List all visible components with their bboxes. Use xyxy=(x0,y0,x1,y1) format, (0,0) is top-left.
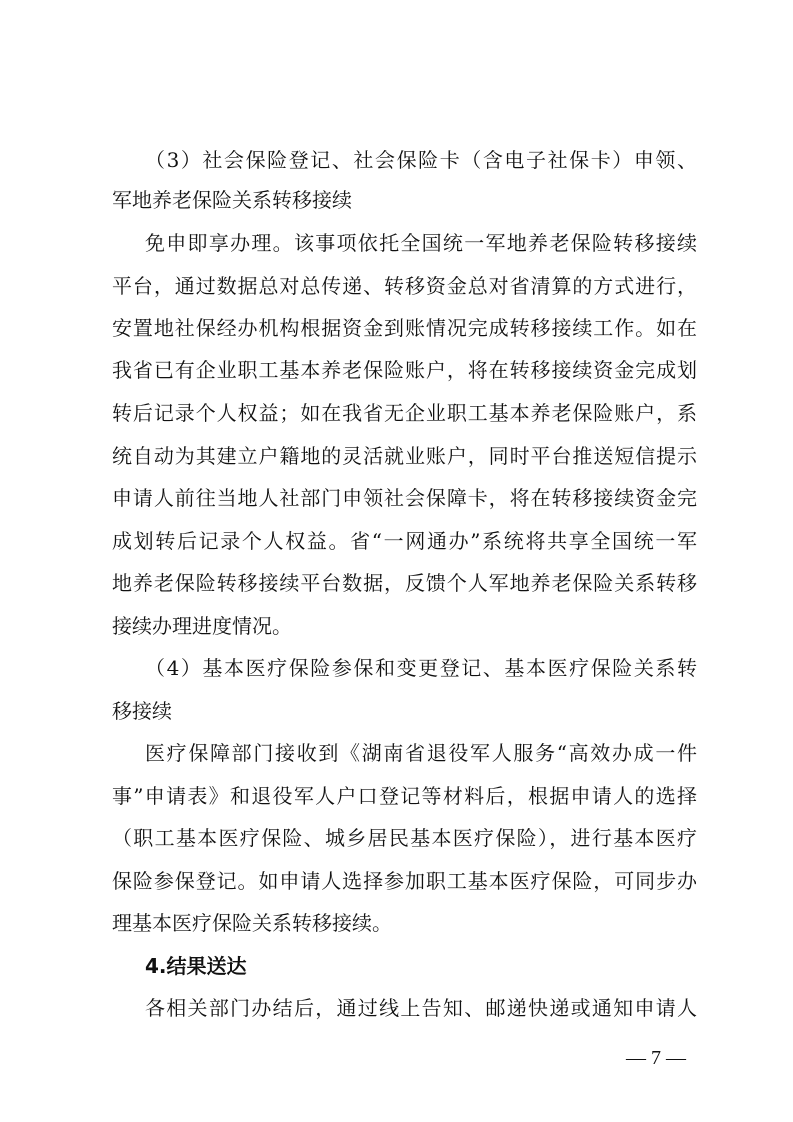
paragraph-line: 地养老保险转移接续平台数据，反馈个人军地养老保险关系转移 xyxy=(112,571,697,595)
paragraph-line: 移接续 xyxy=(112,699,172,723)
paragraph-line: 各相关部门办结后，通过线上告知、邮递快递或通知申请人 xyxy=(145,996,697,1020)
paragraph-line: 我省已有企业职工基本养老保险账户，将在转移接续资金完成划 xyxy=(112,358,697,382)
paragraph-line: 免申即享办理。该事项依托全国统一军地养老保险转移接续 xyxy=(145,231,697,255)
section-heading: 4.结果送达 xyxy=(145,954,247,978)
paragraph-line: 安置地社保经办机构根据资金到账情况完成转移接续工作。如在 xyxy=(112,316,697,340)
paragraph-line: 保险参保登记。如申请人选择参加职工基本医疗保险，可同步办 xyxy=(112,869,697,893)
paragraph-line: 平台，通过数据总对总传递、转移资金总对省清算的方式进行， xyxy=(112,274,697,298)
page-number: — 7 — xyxy=(626,1047,686,1069)
paragraph-line: 转后记录个人权益；如在我省无企业职工基本养老保险账户，系 xyxy=(112,401,697,425)
paragraph-line: （职工基本医疗保险、城乡居民基本医疗保险），进行基本医疗 xyxy=(112,826,697,850)
paragraph-line: 申请人前往当地人社部门申领社会保障卡，将在转移接续资金完 xyxy=(112,486,697,510)
paragraph-line: 军地养老保险关系转移接续 xyxy=(112,188,352,212)
paragraph-line: 理基本医疗保险关系转移接续。 xyxy=(112,911,392,935)
paragraph-line: （3）社会保险登记、社会保险卡（含电子社保卡）申领、 xyxy=(145,148,697,172)
paragraph-line: 医疗保障部门接收到《湖南省退役军人服务“高效办成一件 xyxy=(145,741,697,765)
paragraph-line: 统自动为其建立户籍地的灵活就业账户，同时平台推送短信提示 xyxy=(112,444,697,468)
paragraph-line: 接续办理进度情况。 xyxy=(112,614,292,638)
paragraph-line: （4）基本医疗保险参保和变更登记、基本医疗保险关系转 xyxy=(145,656,697,680)
paragraph-line: 成划转后记录个人权益。省“一网通办”系统将共享全国统一军 xyxy=(112,529,697,553)
paragraph-line: 事”申请表》和退役军人户口登记等材料后，根据申请人的选择 xyxy=(112,784,697,808)
